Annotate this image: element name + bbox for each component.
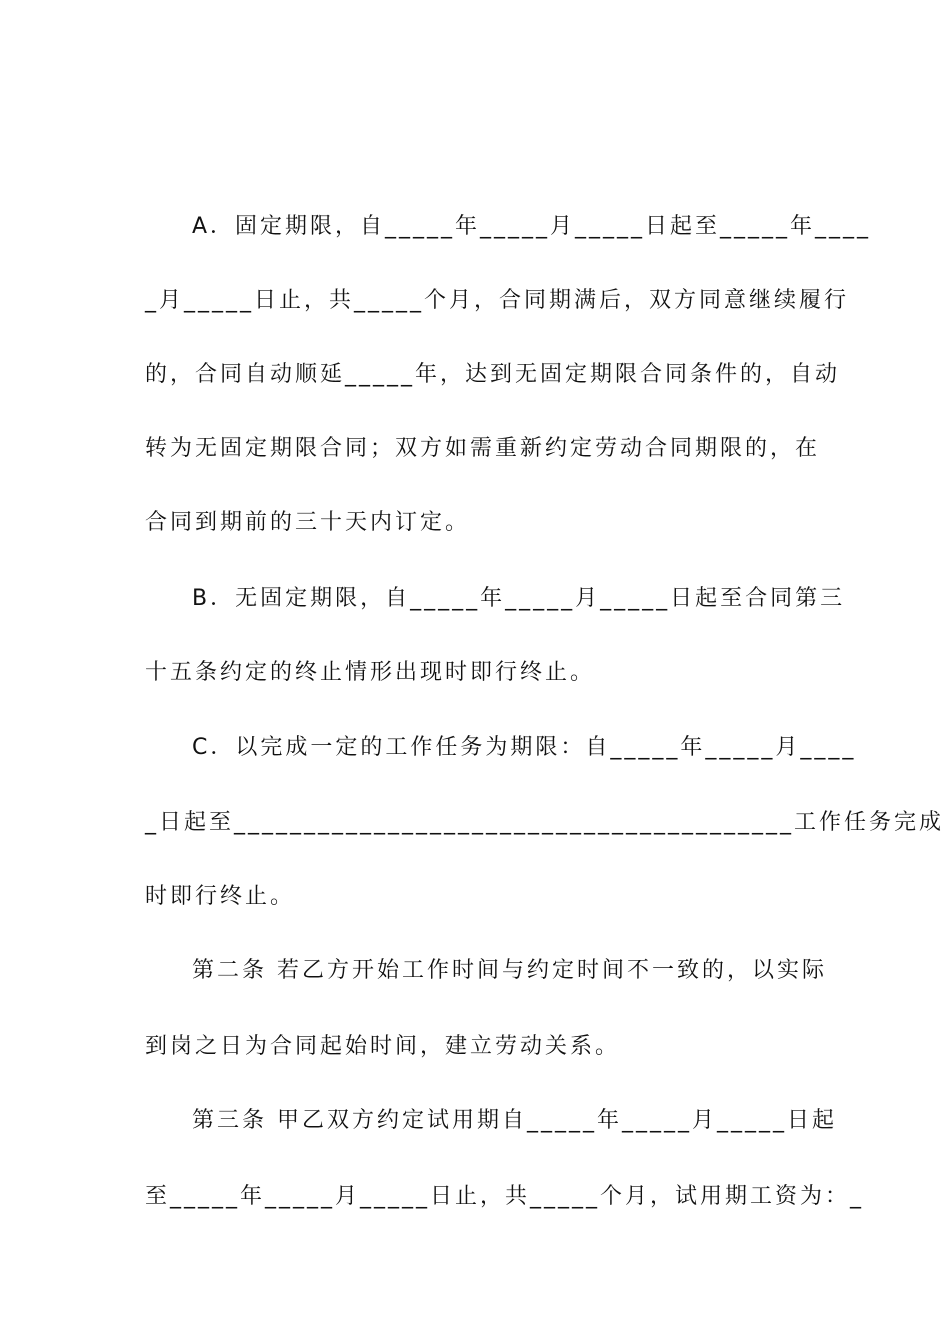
text-line-1: A．固定期限，自_____年_____月_____日起至_____年____ — [192, 214, 872, 239]
text-line-3: 的，合同自动顺延_____年，达到无固定期限合同条件的，自动 — [145, 362, 841, 387]
text-line-13: 第三条 甲乙双方约定试用期自_____年_____月_____日起 — [192, 1108, 837, 1133]
text-line-9: _日起至________________________________________工作任务完成 — [145, 810, 945, 835]
text-line-12: 到岗之日为合同起始时间，建立劳动关系。 — [145, 1034, 621, 1059]
text-line-4: 转为无固定期限合同；双方如需重新约定劳动合同期限的，在 — [145, 436, 821, 461]
text-line-5: 合同到期前的三十天内订定。 — [145, 510, 471, 535]
text-line-10: 时即行终止。 — [145, 884, 296, 909]
text-line-14: 至_____年_____月_____日止，共_____个月，试用期工资为：_ — [145, 1184, 865, 1209]
text-line-8: C．以完成一定的工作任务为期限：自_____年_____月____ — [192, 735, 857, 760]
text-line-7: 十五条约定的终止情形出现时即行终止。 — [145, 660, 596, 685]
text-line-11: 第二条 若乙方开始工作时间与约定时间不一致的，以实际 — [192, 958, 827, 983]
text-line-2: _月_____日止，共_____个月，合同期满后，双方同意继续履行 — [145, 288, 850, 313]
text-line-6: B．无固定期限，自_____年_____月_____日起至合同第三 — [192, 586, 846, 611]
